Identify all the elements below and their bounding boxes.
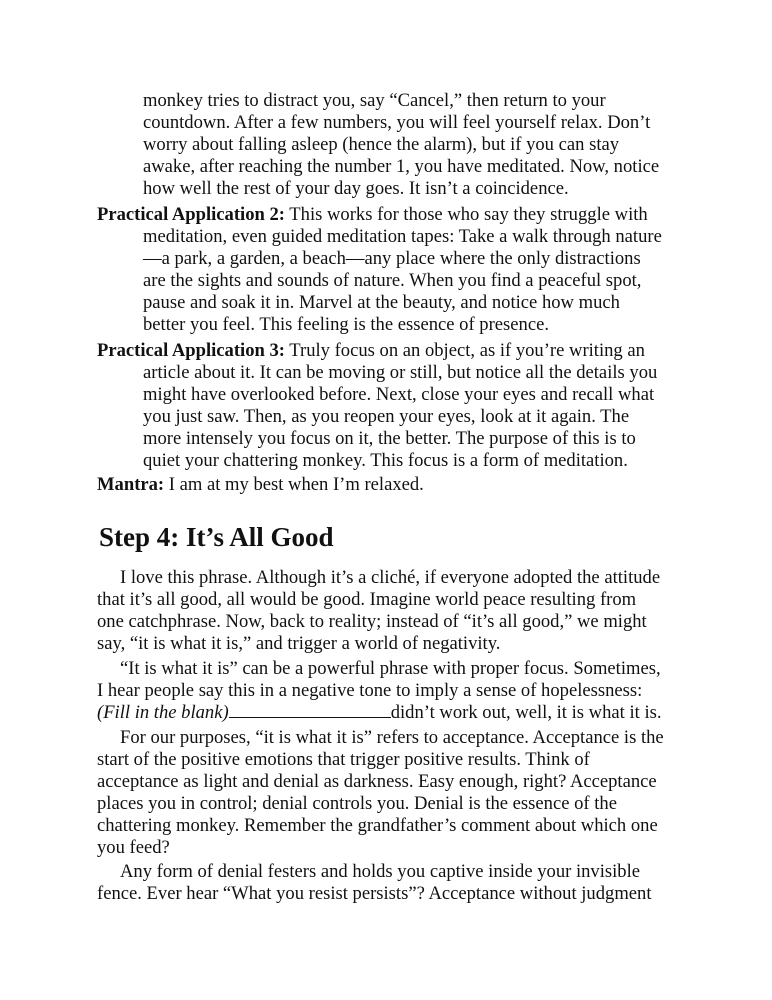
- application-label: Practical Application 3:: [97, 340, 285, 361]
- body-line: better you feel. This feeling is the essence of presence.: [143, 314, 549, 335]
- practical-application-3: [97, 340, 645, 362]
- body-line: how well the rest of your day goes. It isn’t a coincidence.: [143, 178, 569, 199]
- body-line: you just saw. Then, as you reopen your eyes, look at it again. The: [143, 406, 630, 427]
- paragraph-line: I love this phrase. Although it’s a cliché, if everyone adopted the attitude: [120, 567, 661, 588]
- body-text: Truly focus on an object, as if you’re writing an: [284, 340, 645, 361]
- paragraph-line: For our purposes, “it is what it is” refers to acceptance. Acceptance is the: [120, 727, 664, 748]
- paragraph-line: one catchphrase. Now, back to reality; instead of “it’s all good,” we might: [97, 611, 647, 632]
- paragraph-line: start of the positive emotions that trigger positive results. Think of: [97, 749, 590, 770]
- section-heading: Step 4: It’s All Good: [99, 522, 334, 552]
- body-line: awake, after reaching the number 1, you have meditated. Now, notice: [143, 156, 660, 177]
- practical-application-2: [97, 204, 648, 226]
- mantra-text: I am at my best when I’m relaxed.: [164, 474, 424, 495]
- paragraph-line: Any form of denial festers and holds you captive inside your invisible: [120, 861, 640, 882]
- body-line: monkey tries to distract you, say “Cancel,” then return to your: [143, 90, 606, 111]
- paragraph-line: I hear people say this in a negative tone to imply a sense of hopelessness:: [97, 680, 643, 701]
- body-line: meditation, even guided meditation tapes: Take a walk through nature: [143, 226, 662, 247]
- body-line: countdown. After a few numbers, you will feel yourself relax. Don’t: [143, 112, 651, 133]
- paragraph-line: say, “it is what it is,” and trigger a world of negativity.: [97, 633, 501, 654]
- body-line: might have overlooked before. Next, close your eyes and recall what: [143, 384, 655, 405]
- blank-line: [229, 702, 391, 718]
- paragraph-line: that it’s all good, all would be good. Imagine world peace resulting from: [97, 589, 637, 610]
- paragraph-line: acceptance as light and denial as darkness. Easy enough, right? Acceptance: [97, 771, 657, 792]
- paragraph-line: chattering monkey. Remember the grandfather’s comment about which one: [97, 815, 658, 836]
- body-line: quiet your chattering monkey. This focus is a form of meditation.: [143, 450, 628, 471]
- body-text: This works for those who say they struggle with: [284, 204, 648, 225]
- fill-in-blank-label: (Fill in the blank): [97, 702, 229, 723]
- mantra-label: Mantra:: [97, 474, 165, 495]
- body-text: didn’t work out, well, it is what it is.: [390, 702, 662, 723]
- paragraph-line: you feed?: [97, 837, 170, 858]
- body-line: more intensely you focus on it, the better. The purpose of this is to: [143, 428, 636, 449]
- body-line: —a park, a garden, a beach—any place where the only distractions: [143, 248, 641, 269]
- body-line: pause and soak it in. Marvel at the beauty, and notice how much: [143, 292, 620, 313]
- paragraph-line: places you in control; denial controls you. Denial is the essence of the: [97, 793, 617, 814]
- mantra: [97, 474, 424, 496]
- paragraph-line: fence. Ever hear “What you resist persists”? Acceptance without judgment: [97, 883, 652, 904]
- application-label: Practical Application 2:: [97, 204, 285, 225]
- paragraph-line-fill-blank: [97, 702, 662, 724]
- body-line: are the sights and sounds of nature. When you find a peaceful spot,: [143, 270, 642, 291]
- body-line: worry about falling asleep (hence the alarm), but if you can stay: [143, 134, 620, 155]
- paragraph-line: “It is what it is” can be a powerful phrase with proper focus. Sometimes,: [120, 658, 661, 679]
- body-line: article about it. It can be moving or still, but notice all the details you: [143, 362, 658, 383]
